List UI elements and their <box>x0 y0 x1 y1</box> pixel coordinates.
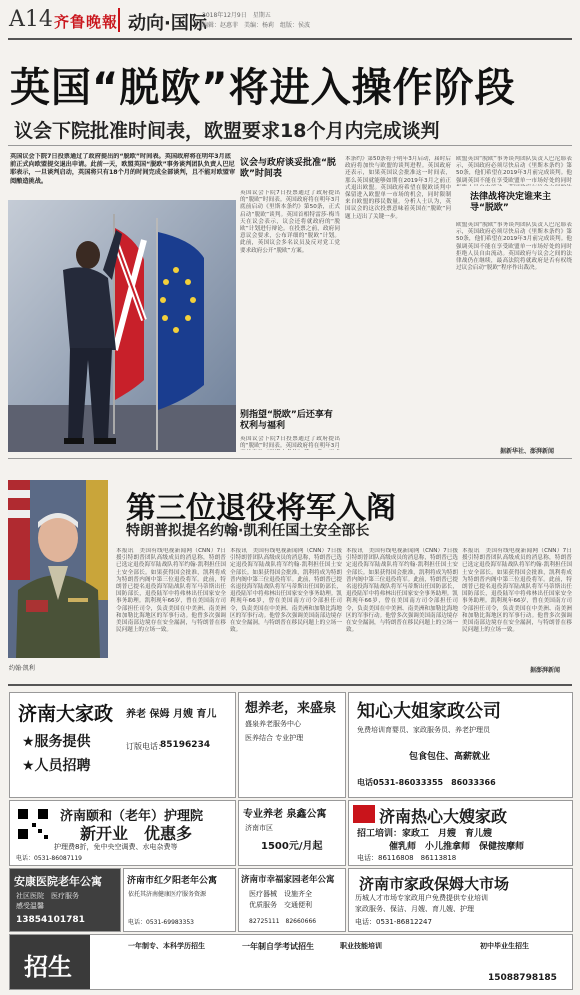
second-subhead: 特朗普拟提名约翰·凯利任国土安全部长 <box>126 523 370 539</box>
ad-title: 济南市红夕阳老年公寓 <box>127 876 218 886</box>
ad-line: 优质服务 交通便利 <box>249 901 312 909</box>
ad-line: 包食包住、高薪就业 <box>409 752 491 762</box>
ad-line: 感受温馨 <box>16 902 44 910</box>
ad-zhixindajie <box>348 692 573 798</box>
ad-title: 济南颐和（老年）护理院 <box>60 809 204 824</box>
ad-line: 济南市区 <box>245 824 273 832</box>
ad-phone: 电话：0531-86812247 <box>355 918 432 926</box>
ad-line: 初中毕业生招生 <box>480 942 529 950</box>
ad-title: 济南市家政保姆大市场 <box>359 875 510 893</box>
ad-rexindasao <box>348 800 573 866</box>
lead-column-3: 欧盟英国“脱欧”事务谈判团队负责人巴尼耶表示，英国政府必须尽快启动《里斯本条约》第50条，他们希望在2019年3月前完成谈判。他强调英国不能在享受欧盟单一市场好处的同时拒绝人员自由流动。英国政府与议会之间的法律战仍在继续，最高法院将就政府是否有权绕过议会启动“脱欧”程序作出裁决。 <box>456 222 572 272</box>
ad-yihe <box>9 800 236 866</box>
flag-raising-image <box>8 200 236 452</box>
lead-column-1: 英国议会下院7日投票通过了政府提出的“脱欧”时间表。英国政府将在明年3月底前启动《里斯本条约》第50条，正式启动“脱欧”谈判。英国首相特雷莎·梅当天在议会表示，议会还将就政府的“脱欧”计划进行辩论。在投票之前，政府同意议会要求，公布详细的“脱欧”计划。此前，英国议会多名议员及反对党工党要求政府公开“脱欧”方案。 <box>240 190 340 254</box>
side-heading-3: 法律战将决定谁来主导“脱欧” <box>470 192 552 213</box>
paper-logo: 齐鲁晚報 <box>54 13 119 31</box>
header-divider <box>118 8 120 32</box>
ad-line: 招工培训：家政工 月嫂 育儿嫂 <box>357 829 493 839</box>
ad-phone: 电话：0531-69983353 <box>128 919 194 926</box>
header-rule <box>8 38 572 40</box>
ad-phone: 电话：86116808 86113818 <box>357 854 457 862</box>
qr-code-icon <box>16 807 50 841</box>
ad-phone: 15088798185 <box>488 973 557 983</box>
ad-baomu-market <box>348 868 573 932</box>
ad-phone-label: 订版电话： <box>126 742 166 751</box>
ad-line: 一年制自学考试招生 <box>242 942 314 951</box>
ad-line: 新开业 优惠多 <box>80 824 193 843</box>
second-headline: 第三位退役将军入阁 <box>126 491 396 526</box>
ad-line: 一年制专、本科学历招生 <box>128 942 205 950</box>
ad-title: 济南市幸福家园老年公寓 <box>241 875 335 885</box>
second-column-1: 本报讯 美国有线电视新闻网（CNN）7日援引特朗普团队高级成员的消息称，特朗普已选定退役海军陆战队将军约翰·凯利担任国土安全部长。如果获得国会批准，凯利将成为特朗普内阁中第三位退役将军。此前，特朗普已提名退役海军陆战队将军马蒂斯出任国防部长，退役陆军中将弗林出任国家安全事务助理。凯利现年66岁，曾在美国南方司令部担任司令，负责美国在中美洲、南美洲和加勒比海地区的军事行动。他曾多次强调美国南部边境存在安全漏洞，与特朗普在移民问题上的立场一致。 <box>116 548 226 634</box>
ad-phone: 13854101781 <box>16 915 85 925</box>
ad-line: 催乳师 小儿推拿师 保健按摩师 <box>389 842 525 852</box>
ad-item: ★服务提供 <box>22 734 91 750</box>
ad-quanxin <box>238 800 346 866</box>
ad-title: 专业养老 泉鑫公寓 <box>243 809 327 820</box>
side-heading-2: 别指望“脱欧”后还享有权利与福利 <box>240 410 333 431</box>
page-header <box>0 0 580 46</box>
ad-price: 1500元/月起 <box>261 841 323 852</box>
lead-photo <box>8 200 236 452</box>
ad-line: 免费培训育婴员、家政服务员、养老护理员 <box>357 726 490 734</box>
ad-xingfujiayuan <box>238 868 346 932</box>
ad-line: 社区医院 医疗服务 <box>16 892 79 900</box>
lead-credit: 据新华社、澎湃新闻 <box>500 448 555 455</box>
ad-line: 家政服务、保洁、月嫂、育儿嫂、护理 <box>355 905 474 913</box>
ad-title: 知心大姐家政公司 <box>357 701 501 722</box>
ad-phone: 82725111 82660666 <box>249 918 317 925</box>
kelly-photo <box>8 480 108 658</box>
page-code: A14 <box>9 7 53 32</box>
lead-column-2: 本条约》第50条将于明年3月启动，届时后政府将加快与欧盟的谈判进程。英国政府还表示，如果英国议会批准这一时间表，那么英国就能够如期在2019年3月之前正式退出欧盟。英国政府希望在脱欧谈判中保留进入欧盟单一市场的机会，同时限制来自欧盟的移民数量。分析人士认为，英国议会的这次投票意味着英国在“脱欧”问题上迈出了关键一步。 <box>345 156 451 220</box>
lead-column-1b: 英国议会下院7日投票通过了政府提出的“脱欧”时间表。英国政府将在明年3月 <box>240 436 340 450</box>
ad-phone: 85196234 <box>160 740 211 750</box>
ad-title: 安康医院老年公寓 <box>14 875 102 888</box>
second-credit: 据澎湃新闻 <box>530 667 561 674</box>
ad-line: 护理费8折，免中央空调费、水电杂费等 <box>54 843 178 851</box>
ad-line: 盛泉养老服务中心 <box>245 720 301 728</box>
second-column-4: 本报讯 美国有线电视新闻网（CNN）7日援引特朗普团队高级成员的消息称，特朗普已选定退役海军陆战队将军约翰·凯利担任国土安全部长。如果获得国会批准，凯利将成为特朗普内阁中第三位退役将军。此前，特朗普已提名退役海军陆战队将军马蒂斯出任国防部长，退役陆军中将弗林出任国家安全事务助理。凯利现年66岁，曾在美国南方司令部担任司令，负责美国在中美洲、南美洲和加勒比海地区的军事行动。他曾多次强调美国南部边境存在安全漏洞，与特朗普在移民问题上的立场一致。 <box>462 548 572 634</box>
lead-headline: 英国“脱欧”将进入操作阶段 <box>10 65 516 111</box>
meta-staff: 编辑：赵惠菲 美编：杨莉 组版：侯波 <box>202 22 311 29</box>
section-rule <box>8 458 572 459</box>
section-title: 动向·国际 <box>128 13 207 34</box>
second-column-2: 本报讯 美国有线电视新闻网（CNN）7日援引特朗普团队高级成员的消息称，特朗普已选定退役海军陆战队将军约翰·凯利担任国土安全部长。如果获得国会批准，凯利将成为特朗普内阁中第三位退役将军。此前，特朗普已提名退役海军陆战队将军马蒂斯出任国防部长，退役陆军中将弗林出任国家安全事务助理。凯利现年66岁，曾在美国南方司令部担任司令，负责美国在中美洲、南美洲和加勒比海地区的军事行动。他曾多次强调美国南部边境存在安全漏洞，与特朗普在移民问题上的立场一致。 <box>230 548 342 634</box>
ad-shengquan <box>238 692 346 798</box>
ad-title: 济南大家政 <box>18 703 114 725</box>
ad-line: 依托其济南健康医疗服务资源 <box>128 891 207 898</box>
lead-rule <box>8 145 572 146</box>
lead-subhead: 议会下院批准时间表，欧盟要求18个月内完成谈判 <box>14 120 440 142</box>
ad-line: 历城人才市场专家政用户免费提供专业培训 <box>355 894 488 902</box>
meta-date: 2018年12月9日 星期五 <box>202 12 271 19</box>
ad-line: 职业技能培训 <box>340 942 382 950</box>
ad-phone: 电话0531-86033355 86033366 <box>357 778 496 787</box>
ad-ankang <box>9 868 121 932</box>
side-heading-1: 议会与政府谈妥批准“脱欧”时间表 <box>240 158 336 179</box>
ad-hongxiyang <box>123 868 236 932</box>
ad-title: 济南热心大嫂家政 <box>379 807 508 826</box>
lead-intro: 英国议会下院7日投票通过了政府提出的“脱欧”时间表。英国政府将在明年3月底前正式向欧盟提交退出申请。此前一天，欧盟英国“脱欧”事务谈判团队负责人巴尼耶表示，一旦谈判启动，英国将只有18个月的时间完成全部谈判，且不能对欧盟审阅酿造挑战。 <box>10 153 236 185</box>
kelly-photo-caption: 约翰·凯利 <box>9 665 35 672</box>
ad-zhaosheng-strip <box>9 934 573 990</box>
ad-services: 养老 保姆 月嫂 育儿 <box>126 709 217 720</box>
portrait-image <box>8 480 108 658</box>
ad-line: 医疗器械 设施齐全 <box>249 890 312 898</box>
ad-logo-box <box>353 805 375 823</box>
second-column-3: 本报讯 美国有线电视新闻网（CNN）7日援引特朗普团队高级成员的消息称，特朗普已选定退役海军陆战队将军约翰·凯利担任国土安全部长。如果获得国会批准，凯利将成为特朗普内阁中第三位退役将军。此前，特朗普已提名退役海军陆战队将军马蒂斯出任国防部长，退役陆军中将弗林出任国家安全事务助理。凯利现年66岁，曾在美国南方司令部担任司令，负责美国在中美洲、南美洲和加勒比海地区的军事行动。他曾多次强调美国南部边境存在安全漏洞，与特朗普在移民问题上的立场一致。 <box>346 548 458 634</box>
ad-dajiazheng <box>9 692 236 798</box>
ad-line: 医养结合 专业护理 <box>245 734 304 742</box>
ads-rule <box>8 684 572 686</box>
lead-column-3a: 欧盟英国“脱欧”事务谈判团队负责人巴尼耶表示，英国政府必须尽快启动《里斯本条约》第50条，他们希望在2019年3月前完成谈判。他强调英国不能在享受欧盟单一市场好处的同时 <box>456 156 572 184</box>
ad-phone: 电话：0531-86087119 <box>16 855 82 862</box>
ad-title: 招生 <box>24 953 72 981</box>
ad-title: 想养老，来盛泉 <box>245 701 337 716</box>
ad-item: ★人员招聘 <box>22 758 91 774</box>
